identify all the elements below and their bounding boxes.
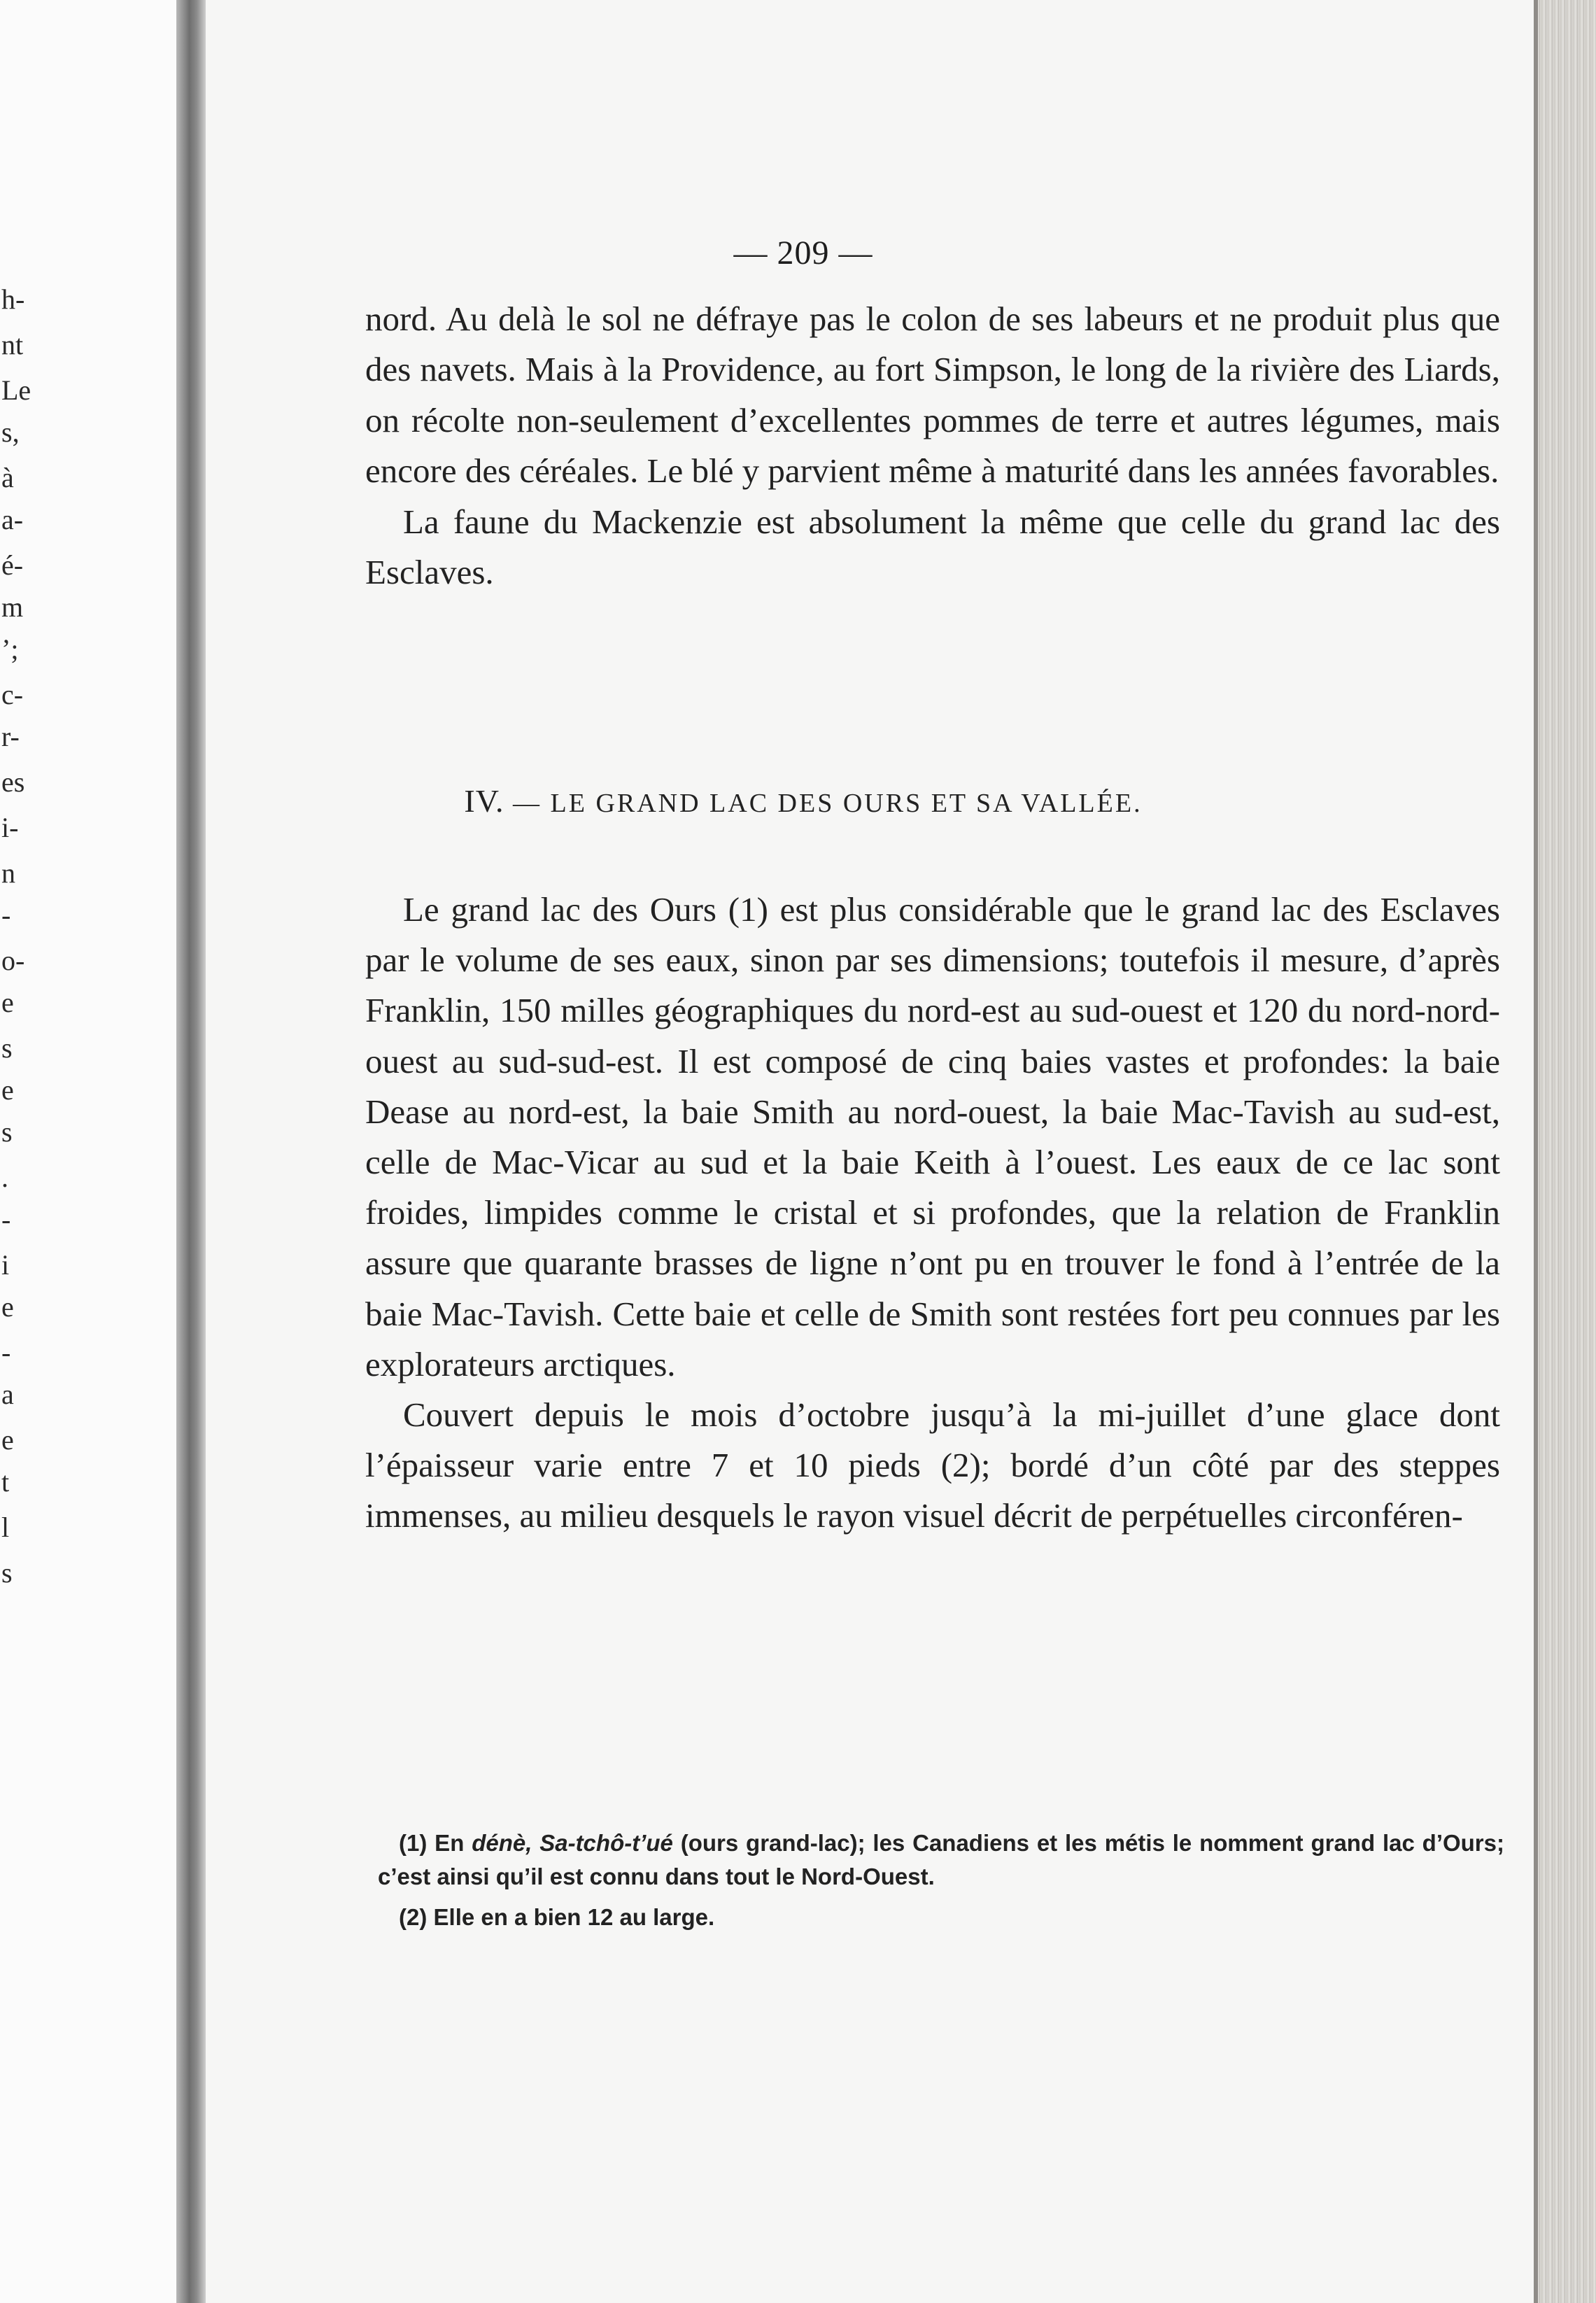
previous-page-fragment: s	[1, 1557, 13, 1589]
footnote-marker: (1)	[399, 1830, 428, 1856]
footnote-text: (ours grand-lac); les Canadiens et les métis le nomment grand lac d’Ours; c’est ainsi qu’il est connu dans tout le Nord-Ouest.	[378, 1830, 1504, 1889]
main-text-block	[365, 885, 1500, 1542]
previous-page-fragment: a	[1, 1379, 14, 1410]
footnote-marker: (2)	[399, 1904, 428, 1930]
previous-page-fragment: .	[1, 1162, 8, 1193]
previous-page-fragment: a-	[1, 504, 24, 535]
section-title: LE GRAND LAC DES OURS ET SA VALLÉE.	[550, 789, 1143, 818]
footnote-2	[378, 1901, 1504, 1934]
previous-page-fragment: i	[1, 1249, 10, 1281]
previous-page-fragment: e	[1, 1424, 14, 1456]
previous-page-fragment: Le	[1, 374, 31, 406]
previous-page-fragment: c-	[1, 679, 24, 710]
previous-page-fragment: ’;	[1, 633, 19, 665]
footnote-italic-term: dénè, Sa-tchô-t’ué	[472, 1830, 673, 1856]
previous-page-fragment: n	[1, 857, 15, 889]
paragraph: Couvert depuis le mois d’octobre jusqu’à la mi-juillet d’une glace dont l’épaisseur varie entre 7 et 10 pieds (2); bordé d’un côté par des steppes immenses, au milieu desquels le rayon visuel décrit de perpétuelles circonféren-	[365, 1395, 1500, 1535]
previous-page-fragment: i-	[1, 812, 19, 843]
previous-page-fragment: t	[1, 1466, 10, 1498]
paragraph: Le grand lac des Ours (1) est plus considérable que le grand lac des Esclaves par le volume de ses eaux, sinon par ses dimensions; toutefois il mesure, d’après Franklin, 150 milles géographiques du nord-est au sud-ouest et 120 du nord-nord-ouest au sud-sud-est. Il est composé de cinq baies vastes et profondes: la baie Dease au nord-est, la baie Smith au nord-ouest, la baie Mac-Tavish au sud-est, celle de Mac-Vicar au sud et la baie Keith à l’ouest. Les eaux de ce lac sont froides, limpides comme le cristal et si profondes, que la relation de Franklin assure que quarante brasses de ligne n’ont pu en trouver le fond à l’entrée de la baie Mac-Tavish. Cette baie et celle de Smith sont restées fort peu connues par les explorateurs arctiques.	[365, 890, 1500, 1383]
book-page	[206, 0, 1534, 2303]
previous-page-fragment: l	[1, 1512, 10, 1543]
previous-page-fragment: s	[1, 1032, 13, 1064]
previous-page-fragment: m	[1, 591, 24, 623]
footnote-1	[378, 1826, 1504, 1894]
previous-page-fragment: -	[1, 899, 11, 931]
previous-page-fragment: s,	[1, 416, 20, 448]
top-text-block	[365, 294, 1500, 598]
page-stack-edge	[1534, 0, 1596, 2303]
page-number: — 209 —	[733, 234, 873, 272]
previous-page-fragment: es	[1, 766, 25, 798]
previous-page-fragment: e	[1, 1291, 14, 1323]
previous-page-fragment: nt	[1, 329, 24, 360]
book-gutter	[176, 0, 206, 2303]
previous-page-fragment: r-	[1, 721, 20, 752]
section-heading	[139, 782, 1467, 819]
previous-page-fragment: e	[1, 987, 14, 1018]
previous-page-edge	[0, 0, 176, 2303]
previous-page-fragment: à	[1, 462, 14, 493]
footnotes	[378, 1826, 1504, 1934]
section-dash: —	[513, 789, 542, 818]
paragraph: La faune du Mackenzie est absolument la même que celle du grand lac des Esclaves.	[365, 502, 1500, 592]
footnote-text: En	[427, 1830, 472, 1856]
previous-page-fragment: é-	[1, 549, 24, 581]
section-numeral: IV.	[464, 783, 504, 819]
previous-page-fragment: -	[1, 1204, 11, 1235]
previous-page-fragment: e	[1, 1074, 14, 1106]
previous-page-fragment: o-	[1, 945, 25, 976]
previous-page-fragment: s	[1, 1116, 13, 1148]
footnote-text: Elle en a bien 12 au large.	[427, 1904, 715, 1930]
paragraph: nord. Au delà le sol ne défraye pas le colon de ses labeurs et ne produit plus que des navets. Mais à la Providence, au fort Simpson, le long de la rivière des Liards, on récolte non-seulement d’excellentes pommes de terre et autres légumes, mais encore des céréales. Le blé y parvient même à maturité dans les années favorables.	[365, 300, 1500, 491]
previous-page-fragment: -	[1, 1337, 11, 1368]
previous-page-fragment: h-	[1, 283, 25, 315]
